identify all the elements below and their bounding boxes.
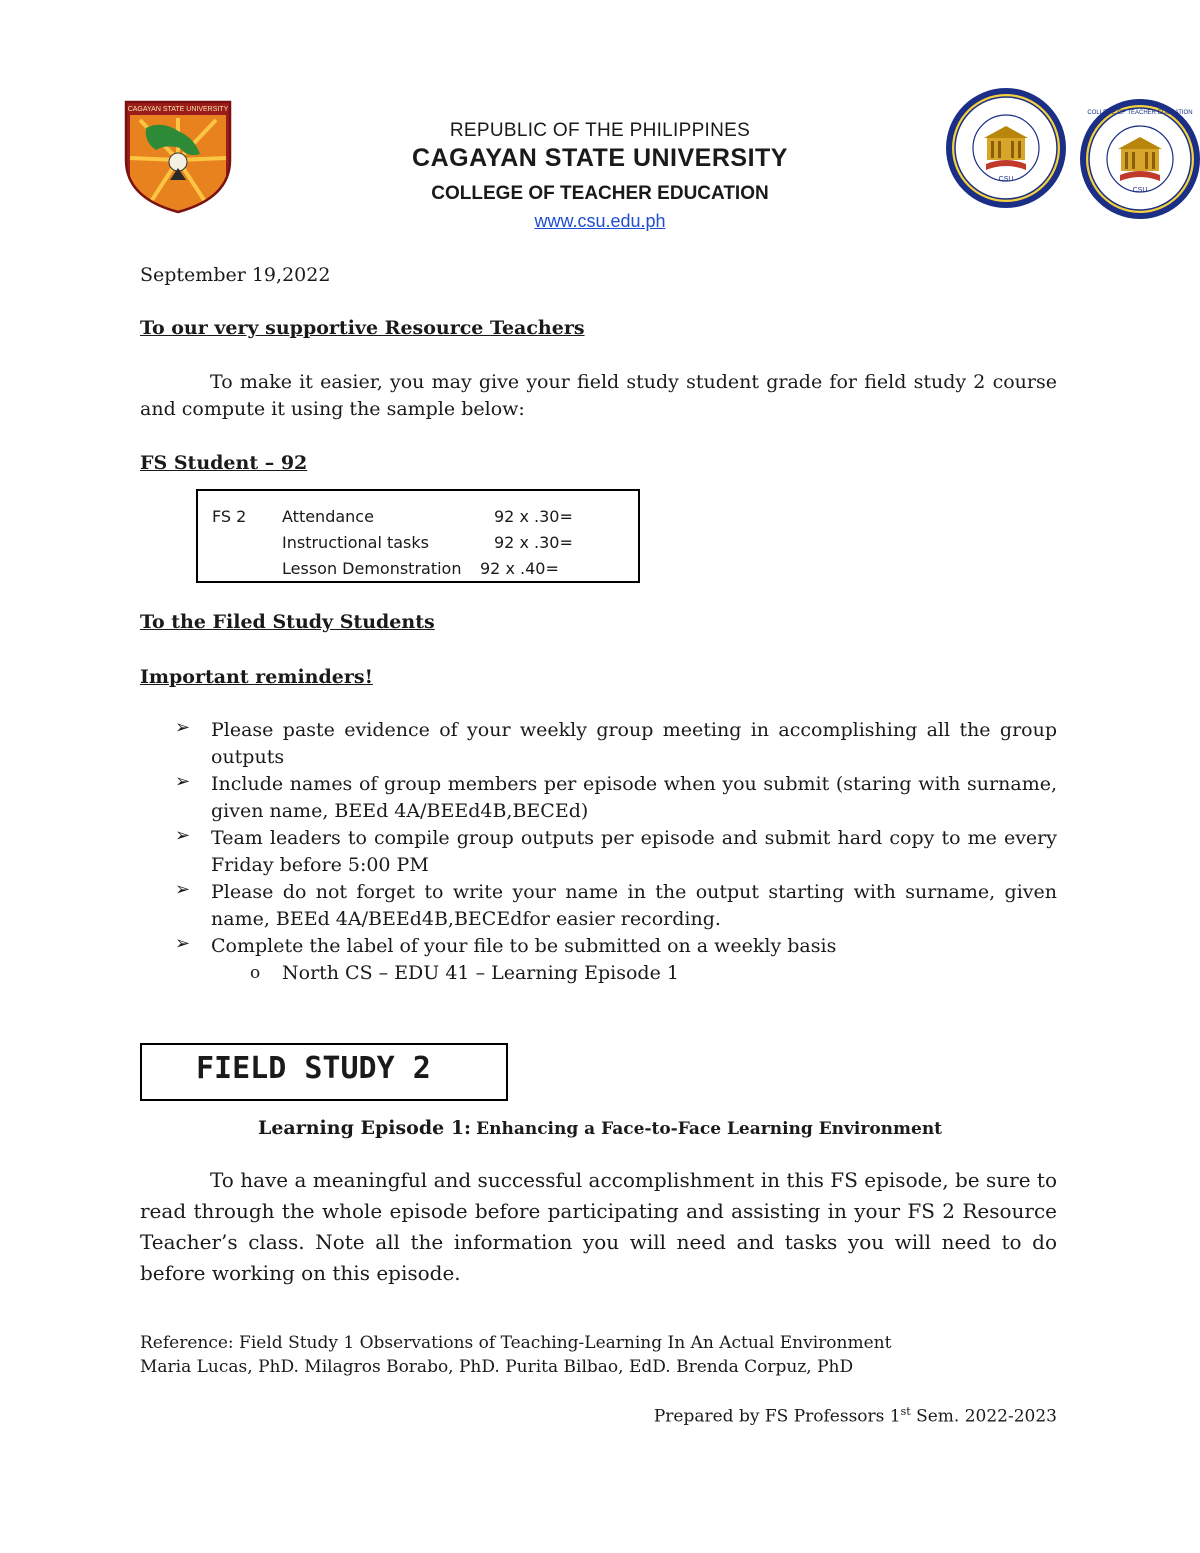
list-item: Please do not forget to write your name in the output starting with surname, given name, BEEd 4A/BEEd4B,BECEdfor easier recording. [211,881,1057,930]
list-item: Please paste evidence of your weekly group meeting in accomplishing all the group outputs [211,719,1057,768]
seal-1-small-text: CSU [998,176,1014,183]
arrow-bullet-icon: ➢ [175,933,191,954]
grade-row-label: Lesson Demonstration [282,559,462,578]
grade-course: FS 2 [212,507,247,526]
website-link[interactable]: www.csu.edu.ph [534,211,666,231]
episode-title: Enhancing a Face-to-Face Learning Environment [476,1119,943,1139]
prepared-by [600,1405,1057,1427]
college-seal-1 [944,86,1068,210]
reminders-heading: Important reminders! [140,666,373,688]
list-item: Complete the label of your file to be submitted on a weekly basis [211,935,837,957]
university-shield-logo [120,98,236,214]
sub-bullet-icon: o [250,963,261,983]
reference-authors: Maria Lucas, PhD. Milagros Borabo, PhD. Purita Bilbao, EdD. Brenda Corpuz, PhD [140,1357,854,1377]
list-item: Include names of group members per episode when you submit (staring with surname, given name, BEEd 4A/BEEd4B,BECEd) [211,773,1057,822]
arrow-bullet-icon: ➢ [175,879,191,900]
letter-date: September 19,2022 [140,264,331,286]
episode-label: Learning Episode 1: [257,1117,472,1139]
sub-list-item: North CS – EDU 41 – Learning Episode 1 [282,962,679,984]
prepared-by-superscript: st [900,1405,911,1418]
student-heading: FS Student – 92 [140,452,308,474]
arrow-bullet-icon: ➢ [175,717,191,738]
reference-line: Reference: Field Study 1 Observations of Teaching-Learning In An Actual Environment [140,1333,892,1353]
college-seal-2 [1078,97,1200,221]
shield-banner-text: CAGAYAN STATE UNIVERSITY [127,106,229,113]
grade-row-label: Instructional tasks [282,533,429,552]
list-item: Team leaders to compile group outputs per episode and submit hard copy to me every Friday before 5:00 PM [211,827,1057,876]
grade-row-formula: 92 x .40= [480,559,559,578]
grade-row-formula: 92 x .30= [494,533,573,552]
grade-computation-box [196,489,640,583]
intro-paragraph: To make it easier, you may give your field study student grade for field study 2 course and compute it using the sample below: [140,371,1057,420]
salutation: To our very supportive Resource Teachers [140,317,585,339]
students-heading: To the Filed Study Students [140,611,435,633]
university-name: CAGAYAN STATE UNIVERSITY [412,144,788,172]
field-study-title: FIELD STUDY 2 [196,1051,431,1086]
grade-row-label: Attendance [282,507,374,526]
episode-paragraph: To have a meaningful and successful accomplishment in this FS episode, be sure to read through the whole episode before participating and assisting in your FS 2 Resource Teacher’s class. Note all the information you will need and tasks you will need to do before working on this episode. [140,1168,1057,1285]
seal-2-ring-text: COLLEGE OF TEACHER EDUCATION [1087,110,1193,116]
college-name: COLLEGE OF TEACHER EDUCATION [431,183,769,204]
prepared-by-suffix: Sem. 2022-2023 [910,1406,1057,1427]
seal-2-small-text: CSU [1132,187,1148,194]
episode-title-line [140,1117,1060,1139]
republic-heading: REPUBLIC OF THE PHILIPPINES [449,120,751,141]
prepared-by-prefix: Prepared by FS Professors 1 [653,1406,901,1427]
arrow-bullet-icon: ➢ [175,771,191,792]
grade-row-formula: 92 x .30= [494,507,573,526]
arrow-bullet-icon: ➢ [175,825,191,846]
